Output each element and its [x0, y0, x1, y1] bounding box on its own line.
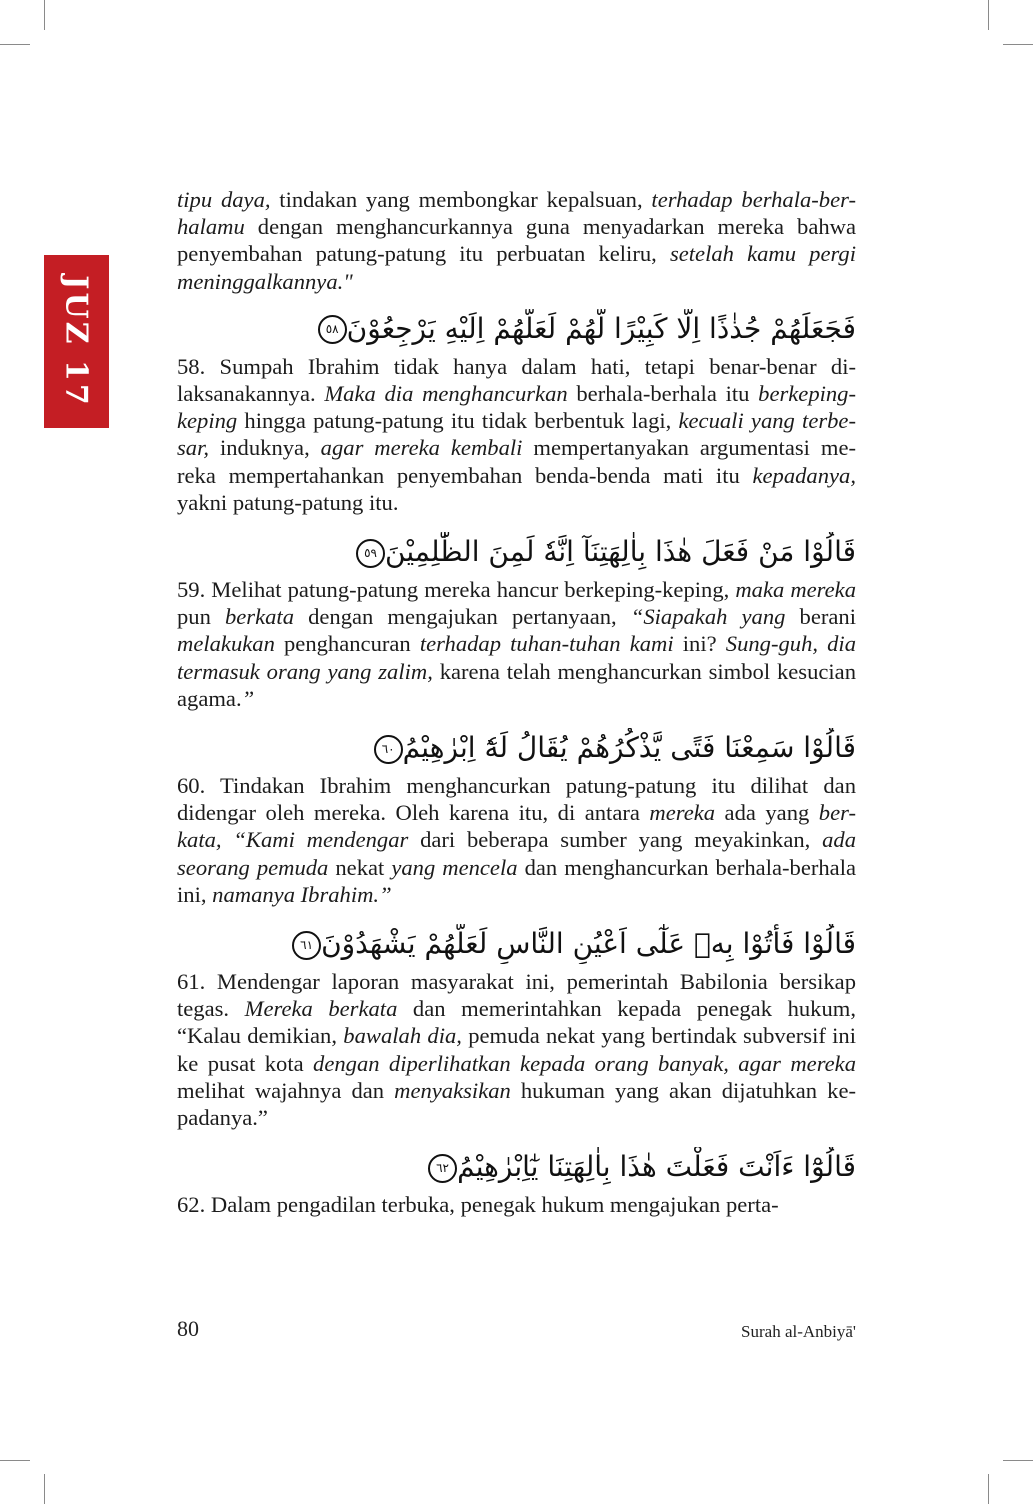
text-run: hingga patung-patung itu tidak berbentuk lagi,: [237, 408, 679, 434]
tafsir-paragraph: [177, 968, 856, 1131]
arabic-verse: [177, 1147, 856, 1187]
text-run: mereka: [649, 800, 716, 826]
arabic-text: قَالُوْا سَمِعْنَا فَتًى يَّذْكُرُهُمْ يُقَالُ لَهٗٓ اِبْرٰهِيْمُ: [402, 731, 856, 765]
text-run: terhadap tuhan-tuhan kami: [419, 631, 674, 657]
text-run: tipu daya,: [177, 187, 271, 212]
text-run: maka mereka: [735, 577, 856, 603]
page-number: 80: [177, 1316, 199, 1341]
text-run: terhadap berhala-ber-halamu: [177, 187, 856, 240]
text-run: agar mereka kembali: [320, 435, 523, 461]
text-run: dengan diperlihatkan kepada orang banyak, agar mereka: [313, 1050, 856, 1076]
arabic-text: فَجَعَلَهُمْ جُذٰذًا اِلَّا كَبِيْرًا لَّهُمْ لَعَلَّهُمْ اِلَيْهِ يَرْجِعُوْنَ: [346, 311, 856, 345]
crop-mark: [988, 1474, 989, 1504]
verse-list: [177, 309, 856, 1219]
text-run: mempertanyakan argumentasi me-reka mempertahankan penyembahan benda-benda mati itu: [177, 435, 856, 488]
verse-number-badge: ٦١: [292, 931, 321, 960]
text-run: dari beberapa sumber yang meyakinkan,: [408, 827, 823, 853]
text-run: [222, 827, 234, 852]
intro-paragraph: [177, 186, 856, 295]
verse-number-badge: ٥٩: [356, 539, 385, 568]
arabic-text: قَالُوْا فَأْتُوْا بِهٖ عَلٰٓى اَعْيُنِ النَّاسِ لَعَلَّهُمْ يَشْهَدُوْنَ: [321, 927, 856, 961]
text-run: ada seorang pemuda: [177, 827, 856, 880]
text-run: tindakan yang membongkar kepalsuan,: [270, 187, 652, 212]
tafsir-paragraph: [177, 576, 856, 712]
text-run: hukuman yang akan dijatuhkan ke-padanya.”: [177, 1077, 856, 1131]
text-run: berani: [785, 604, 856, 630]
arabic-verse: [177, 728, 856, 768]
juz-tab: [44, 255, 109, 428]
text-run: dengan menghancurkannya guna menyadarkan mereka bahwa penyembahan patung-patung itu perbuatan keliru,: [177, 214, 856, 267]
arabic-verse: [177, 532, 856, 572]
page-content: [177, 186, 856, 1234]
text-run: namanya Ibrahim.”: [212, 881, 392, 907]
tafsir-paragraph: [177, 772, 856, 908]
text-run: dan menghancurkan berhala-berhala ini,: [177, 854, 856, 907]
verse-number-badge: ٥٨: [318, 315, 347, 344]
text-run: setelah kamu pergi meninggalkannya.": [177, 241, 856, 294]
crop-mark: [0, 44, 30, 45]
text-run: yakni patung-patung itu.: [177, 489, 399, 515]
text-run: yang mencela: [391, 854, 518, 880]
text-run: ”: [241, 685, 255, 711]
tafsir-paragraph: [177, 353, 856, 516]
arabic-text: قَالُوْٓا ءَاَنْتَ فَعَلْتَ هٰذَا بِاٰلِهَتِنَا يٰٓاِبْرٰهِيْمُ: [457, 1150, 856, 1184]
text-run: ini?: [673, 631, 726, 657]
text-run: “Siapakah yang: [630, 604, 786, 630]
text-run: 59. Melihat patung-patung mereka hancur berkeping-keping,: [177, 577, 736, 603]
verse-number-badge: ٦٢: [428, 1154, 457, 1183]
tafsir-paragraph: [177, 1191, 856, 1218]
text-run: kecuali yang terbe-sar,: [177, 408, 856, 461]
crop-mark: [988, 0, 989, 30]
text-run: pun: [177, 604, 225, 630]
text-run: berkeping-keping: [177, 381, 857, 434]
crop-mark: [44, 1474, 45, 1504]
text-run: melihat wajahnya dan: [177, 1077, 395, 1103]
text-run: karena telah menghancurkan simbol kesucian agama.: [177, 658, 856, 711]
text-run: 62. Dalam pengadilan terbuka, penegak hukum mengajukan perta-: [177, 1192, 779, 1218]
crop-mark: [0, 1460, 30, 1461]
text-run: 58. Sumpah Ibrahim tidak hanya dalam hati, tetapi benar-benar di-laksanakannya.: [177, 353, 856, 407]
text-run: penghancuran: [274, 631, 420, 657]
text-run: menyaksikan: [394, 1077, 511, 1103]
juz-label: JUZ 17: [59, 275, 95, 408]
surah-name: Surah al-Anbiyā': [741, 1322, 856, 1341]
verse-number-badge: ٦٠: [374, 735, 403, 764]
text-run: dengan mengajukan pertanyaan,: [294, 604, 631, 630]
text-run: ada yang: [715, 800, 819, 826]
text-run: nekat: [328, 854, 392, 880]
crop-mark: [1003, 44, 1033, 45]
text-run: berkata: [224, 604, 295, 630]
text-run: kepadanya,: [752, 462, 856, 488]
arabic-verse: [177, 309, 856, 349]
text-run: melakukan: [177, 631, 275, 657]
text-run: “Kami mendengar: [233, 827, 409, 853]
text-run: pemuda nekat yang bertindak subversif ini ke pusat kota: [177, 1023, 857, 1076]
text-run: Sung-guh, dia termasuk orang yang zalim,: [177, 631, 857, 684]
text-run: ber-kata,: [177, 800, 856, 853]
text-run: induknya,: [209, 435, 321, 461]
text-run: 60. Tindakan Ibrahim menghancurkan patung-patung itu dilihat dan didengar oleh mereka. Oleh karena itu, di antara: [177, 773, 856, 826]
crop-mark: [1003, 1460, 1033, 1461]
arabic-text: قَالُوْا مَنْ فَعَلَ هٰذَا بِاٰلِهَتِنَآ اِنَّهٗ لَمِنَ الظّٰلِمِيْنَ: [385, 535, 856, 569]
text-run: bawalah dia,: [343, 1023, 462, 1049]
text-run: Maka dia menghancurkan: [324, 381, 568, 407]
text-run: Mereka berkata: [244, 996, 398, 1022]
text-run: 61. Mendengar laporan masyarakat ini, pemerintah Babilonia bersikap tegas.: [177, 969, 856, 1022]
crop-mark: [44, 0, 45, 30]
text-run: dan memerintahkan kepada penegak hukum, “Kalau demikian,: [177, 996, 856, 1049]
arabic-verse: [177, 924, 856, 964]
text-run: berhala-berhala itu: [567, 381, 759, 407]
